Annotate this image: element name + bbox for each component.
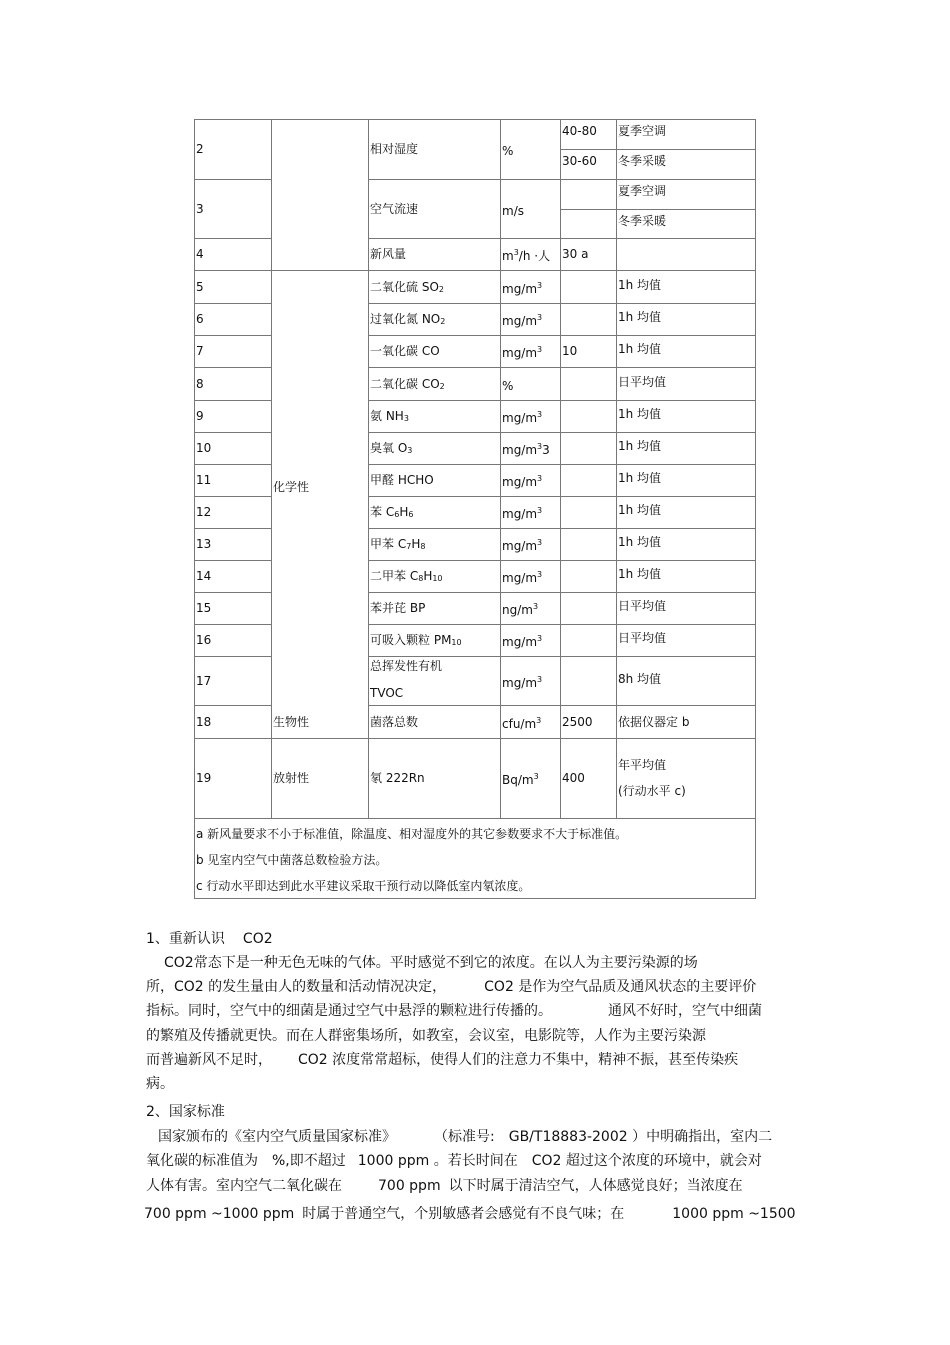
table-rule [368, 705, 756, 706]
unit: m/s [502, 203, 524, 218]
table-rule [194, 238, 272, 239]
table-rule [368, 528, 756, 529]
table-rule [194, 400, 272, 401]
parameter-name: TVOC [370, 686, 404, 700]
unit: $mg/m^3$ [502, 280, 543, 296]
standard-value: 30 a [562, 247, 589, 261]
table-rule [368, 656, 756, 657]
table-rule [368, 496, 756, 497]
remark: 冬季采暖 [618, 154, 667, 168]
remark: 夏季空调 [618, 184, 667, 198]
parameter-name: 可吸入颗粒 $PM_{10}$ [370, 633, 462, 647]
row-number: 14 [196, 569, 212, 583]
remark: 年平均值 [618, 758, 667, 772]
remark: 冬季采暖 [618, 214, 667, 228]
table-rule [194, 270, 756, 271]
table-note: c 行动水平即达到此水平建议采取干预行动以降低室内氡浓度。 [196, 879, 531, 893]
table-rule [194, 624, 272, 625]
parameter-name: 氨 $NH_3$ [370, 409, 409, 423]
row-number: 19 [196, 771, 212, 785]
parameter-name: 过氧化氮 $NO_2$ [370, 312, 446, 326]
paragraph-1-line-1: CO2常态下是一种无色无味的气体。平时感觉不到它的浓度。在以人为主要污染源的场 [164, 955, 698, 971]
table-rule [368, 560, 756, 561]
row-number: 9 [196, 409, 204, 423]
table-rule [560, 149, 756, 150]
table-rule [368, 335, 756, 336]
table-note: a 新风量要求不小于标准值，除温度、相对湿度外的其它参数要求不大于标准值。 [196, 827, 628, 841]
parameter-name: 氡 222Rn [370, 771, 425, 785]
table-rule [194, 705, 272, 706]
table-rule [194, 432, 272, 433]
remark: 日平均值 [618, 374, 667, 389]
table-rule [368, 119, 369, 819]
parameter-name: 二氧化硫 $SO_2$ [370, 279, 444, 294]
table-rule [560, 209, 756, 210]
paragraph-1-line-5: 而普遍新风不足时， CO2 浓度常常超标，使得人们的注意力不集中，精神不振，甚至传染疾 [146, 1052, 739, 1068]
unit: $ng/m^3$ [502, 602, 539, 617]
remark: 1h 均值 [618, 407, 662, 421]
paragraph-1-line-2: 所，CO2 的发生量由人的数量和活动情况决定， CO2 是作为空气品质及通风状态的主要评价 [146, 979, 757, 995]
table-rule [368, 238, 756, 239]
table-rule [368, 179, 756, 180]
row-number: 5 [196, 279, 204, 294]
remark: 日平均值 [618, 599, 667, 613]
row-number: 15 [196, 601, 212, 615]
row-number: 8 [196, 376, 204, 391]
paragraph-2-line-3: 人体有害。室内空气二氧化碳在 700 ppm 以下时属于清洁空气，人体感觉良好；当浓度在 [146, 1178, 743, 1194]
standard-value: 30-60 [562, 154, 597, 168]
parameter-name: 二氧化碳 $CO_2$ [370, 376, 445, 391]
paragraph-1-line-4: 的繁殖及传播就更快。而在人群密集场所，如教室，会议室，电影院等，人作为主要污染源 [146, 1028, 706, 1044]
unit: $m^3/h$ ·人 [502, 248, 551, 263]
remark: 1h 均值 [618, 342, 662, 356]
remark: 1h 均值 [618, 310, 662, 324]
parameter-name: 臭氧 $O_3$ [370, 441, 413, 455]
table-note: b 见室内空气中菌落总数检验方法。 [196, 853, 388, 867]
table-rule [194, 119, 195, 899]
table-rule [194, 818, 756, 819]
paragraph-1-line-6: 病。 [146, 1076, 174, 1092]
air-quality-standard-table [194, 119, 755, 898]
row-number: 13 [196, 537, 212, 551]
row-number: 6 [196, 312, 204, 326]
table-rule [560, 119, 561, 819]
parameter-name: 甲醛 HCHO [370, 473, 434, 487]
table-rule [194, 179, 272, 180]
table-rule [194, 119, 756, 120]
unit: $mg/m^3$ [502, 345, 543, 360]
section-1-heading: 1、重新认识 CO2 [146, 931, 273, 947]
remark: 日平均值 [618, 631, 667, 645]
table-rule [194, 367, 272, 368]
unit: $mg/m^3$ [502, 674, 543, 690]
row-number: 16 [196, 633, 212, 647]
table-rule [194, 464, 272, 465]
unit: $mg/m^3$ [502, 313, 543, 328]
section-2-heading: 2、国家标准 [146, 1104, 225, 1120]
parameter-name: 相对湿度 [370, 142, 419, 156]
parameter-name: 二甲苯 $C_8H_{10}$ [370, 569, 443, 583]
row-number: 17 [196, 673, 212, 688]
unit: cfu/$m^3$ [502, 715, 542, 731]
row-number: 3 [196, 201, 204, 216]
parameter-name: 苯并芘 BP [370, 601, 426, 615]
table-rule [616, 119, 617, 819]
row-number: 7 [196, 344, 204, 358]
table-rule [194, 560, 272, 561]
remark: 1h 均值 [618, 503, 662, 517]
paragraph-2-line-4: 700 ppm ~1000 ppm 时属于普通空气，个别敏感者会感觉有不良气味；在 1000 ppm ~1500 [144, 1206, 796, 1222]
remark: 依据仪器定 b [618, 714, 690, 729]
remark: 1h 均值 [618, 567, 662, 581]
unit: % [502, 378, 514, 393]
table-rule [368, 464, 756, 465]
table-rule [194, 656, 272, 657]
table-rule [194, 335, 272, 336]
row-number: 11 [196, 473, 212, 487]
remark: 1h 均值 [618, 471, 662, 485]
table-rule [194, 496, 272, 497]
category: 生物性 [273, 714, 310, 729]
remark: 8h 均值 [618, 671, 662, 686]
parameter-name: 菌落总数 [370, 714, 419, 729]
row-number: 12 [196, 505, 212, 519]
table-rule [368, 303, 756, 304]
table-rule [194, 738, 756, 739]
unit: $mg/m^3$ [502, 506, 543, 521]
table-rule [194, 303, 272, 304]
category: 放射性 [273, 771, 310, 785]
table-rule [194, 898, 756, 899]
standard-value: 400 [562, 771, 585, 785]
table-rule [194, 592, 272, 593]
unit: $mg/m^3$ [502, 570, 543, 585]
table-rule [368, 400, 756, 401]
category: 化学性 [273, 480, 310, 494]
table-rule [500, 119, 501, 819]
table-rule [194, 528, 272, 529]
row-number: 10 [196, 441, 212, 455]
unit: $Bq/m^3$ [502, 772, 539, 787]
remark: (行动水平 c) [618, 784, 686, 798]
table-rule [368, 592, 756, 593]
standard-value: 2500 [562, 714, 593, 729]
unit: $mg/m^3$ [502, 634, 543, 649]
parameter-name: 新风量 [370, 247, 407, 261]
parameter-name: 空气流速 [370, 201, 419, 216]
table-rule [271, 119, 272, 819]
paragraph-1-line-3: 指标。同时，空气中的细菌是通过空气中悬浮的颗粒进行传播的。 通风不好时，空气中细菌 [146, 1003, 762, 1019]
parameter-name: 甲苯 $C_7H_8$ [370, 537, 426, 551]
parameter-name: 总挥发性有机 [370, 659, 443, 673]
table-rule [368, 432, 756, 433]
unit: $mg/m^3$ [502, 410, 543, 425]
parameter-name: 一氧化碳 CO [370, 344, 440, 358]
remark: 1h 均值 [618, 439, 662, 453]
table-rule [368, 624, 756, 625]
unit: $mg/m^3$ [502, 538, 543, 553]
paragraph-2-line-1: 国家颁布的《室内空气质量国家标准》 （标准号: GB/T18883-2002 ）中明确指出，室内二 [158, 1129, 773, 1145]
remark: 夏季空调 [618, 124, 667, 138]
table-rule [368, 367, 756, 368]
row-number: 2 [196, 142, 204, 156]
table-rule [755, 119, 756, 899]
remark: 1h 均值 [618, 277, 662, 292]
standard-value: 40-80 [562, 124, 597, 138]
row-number: 18 [196, 714, 212, 729]
unit: % [502, 144, 514, 158]
row-number: 4 [196, 247, 204, 261]
paragraph-2-line-2: 氧化碳的标准值为 %,即不超过 1000 ppm 。若长时间在 CO2 超过这个浓度的环境中，就会对 [146, 1153, 762, 1169]
parameter-name: 苯 $C_6H_6$ [370, 505, 414, 519]
unit: $mg/m^33$ [502, 442, 550, 457]
standard-value: 10 [562, 344, 578, 358]
unit: $mg/m^3$ [502, 474, 543, 489]
remark: 1h 均值 [618, 535, 662, 549]
